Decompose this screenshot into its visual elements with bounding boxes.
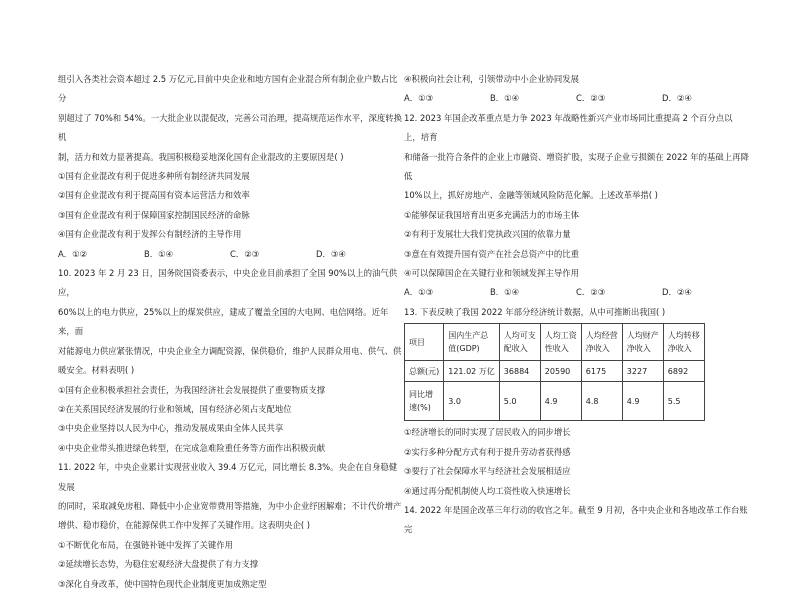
q10-item: ④中央企业带头推进绿色转型，在完成急难险重任务等方面作出积极贡献	[58, 442, 326, 453]
q12-item: ①能够保证我国培育出更多充满活力的市场主体	[404, 209, 580, 220]
q11-item: ④积极向社会让利，引领带动中小企业协同发展	[404, 74, 580, 84]
q11-item: ①不断优化布局，在强链补链中发挥了关键作用	[58, 539, 234, 550]
q10-stem-line: 对能源电力供应紧张情况，中央企业全力调配资源，保供稳价，维护人民群众用电、供气、供	[58, 345, 402, 356]
q10-item: ②在关系国民经济发展的行业和领域，国有经济必须占支配地位	[58, 403, 292, 414]
table-header-cell: 人均经营 净收入	[581, 324, 622, 361]
q13-item: ④通过再分配机制使人均工资性收入快速增长	[404, 485, 571, 496]
table-cell: 121.02 万亿	[444, 361, 500, 382]
q11-option-a[interactable]: A．①③	[404, 93, 434, 104]
q11-option-d[interactable]: D．②④	[662, 93, 692, 104]
q9-intro-line: 别超过了 70%和 54%。一大批企业以混促改，完善公司治理，提高规范运作水平，深度转换机	[58, 112, 403, 143]
q11-item: ②延续增长态势，为稳住宏观经济大盘提供了有力支撑	[58, 559, 259, 570]
q9-option-b[interactable]: B．①④	[144, 248, 174, 259]
table-header-cell: 人均财产 净收入	[622, 324, 663, 361]
table-header-cell: 人均工资 性收入	[540, 324, 581, 361]
table-cell: 3227	[622, 361, 663, 382]
table-header-cell: 国内生产总 值(GDP)	[444, 324, 500, 361]
q12-stem-line: 和储备一批符合条件的企业上市融资、增资扩股，实现子企业亏损额在 2022 年的基础上再降低	[404, 151, 749, 182]
table-cell: 4.9	[622, 382, 663, 421]
table-header-cell: 人均转移 净收入	[663, 324, 704, 361]
q12-option-b[interactable]: B．①④	[490, 287, 520, 298]
q12-options	[404, 283, 749, 302]
q11-option-c[interactable]: C．②③	[576, 93, 606, 104]
q13-stem: 13. 下表反映了我国 2022 年部分经济统计数据，从中可推断出我国( )	[404, 306, 666, 317]
q9-option-c[interactable]: C．②③	[230, 248, 260, 259]
table-cell: 36884	[499, 361, 540, 382]
q9-intro-line: 制，活力和效力显著提高。我国积极稳妥地深化国有企业混改的主要原因是( )	[58, 151, 344, 162]
q9-item: ③国有企业混改有利于保障国家控制国民经济的命脉	[58, 209, 250, 220]
q9-intro-line: 组引入各类社会资本超过 2.5 万亿元,目前中央企业和地方国有企业混合所有制企业户数占比分	[58, 74, 398, 104]
left-column	[58, 70, 403, 594]
table-cell: 6892	[663, 361, 704, 382]
table-cell: 5.0	[499, 382, 540, 421]
table-header-cell: 人均可支 配收入	[499, 324, 540, 361]
q13-item: ①经济增长的同时实现了居民收入的同步增长	[404, 427, 571, 438]
q12-stem-line: 12. 2023 年国企改革重点是力争 2023 年战略性新兴产业市场同比重提高 2 个百分点以上，培育	[404, 112, 733, 143]
table-cell: 3.0	[444, 382, 500, 421]
q12-item: ③意在有效提升国有资产在社会总资产中的比重	[404, 248, 580, 259]
q11-stem-line: 增供、稳市稳价，在能源保供工作中发挥了关键作用。这表明央企( )	[58, 520, 311, 531]
q12-stem-line: 10%以上，抓好房地产、金融等领域风险防范化解。上述改革举措( )	[404, 190, 658, 201]
table-cell: 总额(元)	[405, 361, 444, 382]
table-row	[405, 361, 705, 382]
q12-item: ②有利于发展壮大我们党执政兴国的依靠力量	[404, 229, 571, 240]
q12-option-d[interactable]: D．②④	[662, 287, 692, 298]
table-cell: 5.5	[663, 382, 704, 421]
q11-item: ③深化自身改革，使中国特色现代企业制度更加成熟定型	[58, 578, 267, 589]
q11-stem-line: 的同时，采取减免房租、降低中小企业宽带费用等措施，为中小企业纾困解难；不计代价增产	[58, 500, 402, 511]
table-cell: 20590	[540, 361, 581, 382]
statistics-table	[404, 323, 705, 421]
q9-item: ②国有企业混改有利于提高国有资本运营活力和效率	[58, 190, 250, 201]
table-header-row	[405, 324, 705, 361]
q9-option-d[interactable]: D．③④	[316, 248, 346, 259]
q10-stem-line: 暖安全。材料表明( )	[58, 365, 135, 376]
q10-item: ①国有企业积极承担社会责任，为我国经济社会发展提供了重要物质支撑	[58, 384, 326, 395]
q11-stem-line: 11. 2022 年，中央企业累计实现营业收入 39.4 万亿元，同比增长 8.3%。央企在自身稳健发展	[58, 462, 398, 492]
q13-item: ③要行了社会保障水平与经济社会发展相适应	[404, 466, 571, 477]
q10-stem-line: 60%以上的电力供应，25%以上的煤炭供应，建成了覆盖全国的大电网、电信网络。近年来，面	[58, 306, 389, 337]
q9-option-a[interactable]: A．①②	[58, 248, 88, 259]
q11-options	[404, 89, 749, 108]
q10-stem-line: 10. 2023 年 2 月 23 日，国务院国资委表示，中央企业目前承担了全国 90%以上的油气供应，	[58, 268, 398, 298]
table-cell: 4.8	[581, 382, 622, 421]
table-cell: 同比增 速(%)	[405, 382, 444, 421]
q12-option-a[interactable]: A．①③	[404, 287, 434, 298]
table-cell: 4.9	[540, 382, 581, 421]
q11-option-b[interactable]: B．①④	[490, 93, 520, 104]
q9-item: ④国有企业混改有利于发挥公有制经济的主导作用	[58, 229, 242, 240]
q12-item: ④可以保障国企在关键行业和领域发挥主导作用	[404, 268, 580, 279]
right-column	[404, 70, 749, 540]
table-row	[405, 382, 705, 421]
table-header-cell: 项目	[405, 324, 444, 361]
q9-item: ①国有企业混改有利于促进多种所有制经济共同发展	[58, 171, 250, 182]
q10-item: ③中央企业坚持以人民为中心，推动发展成果由全体人民共享	[58, 423, 284, 434]
q9-options	[58, 245, 403, 264]
table-cell: 6175	[581, 361, 622, 382]
q14-stem: 14. 2022 年是国企改革三年行动的收官之年。截至 9 月初，各中央企业和各地改革工作台账完	[404, 504, 748, 535]
q13-item: ②实行多种分配方式有利于提升劳动者获得感	[404, 446, 571, 457]
q12-option-c[interactable]: C．②③	[576, 287, 606, 298]
